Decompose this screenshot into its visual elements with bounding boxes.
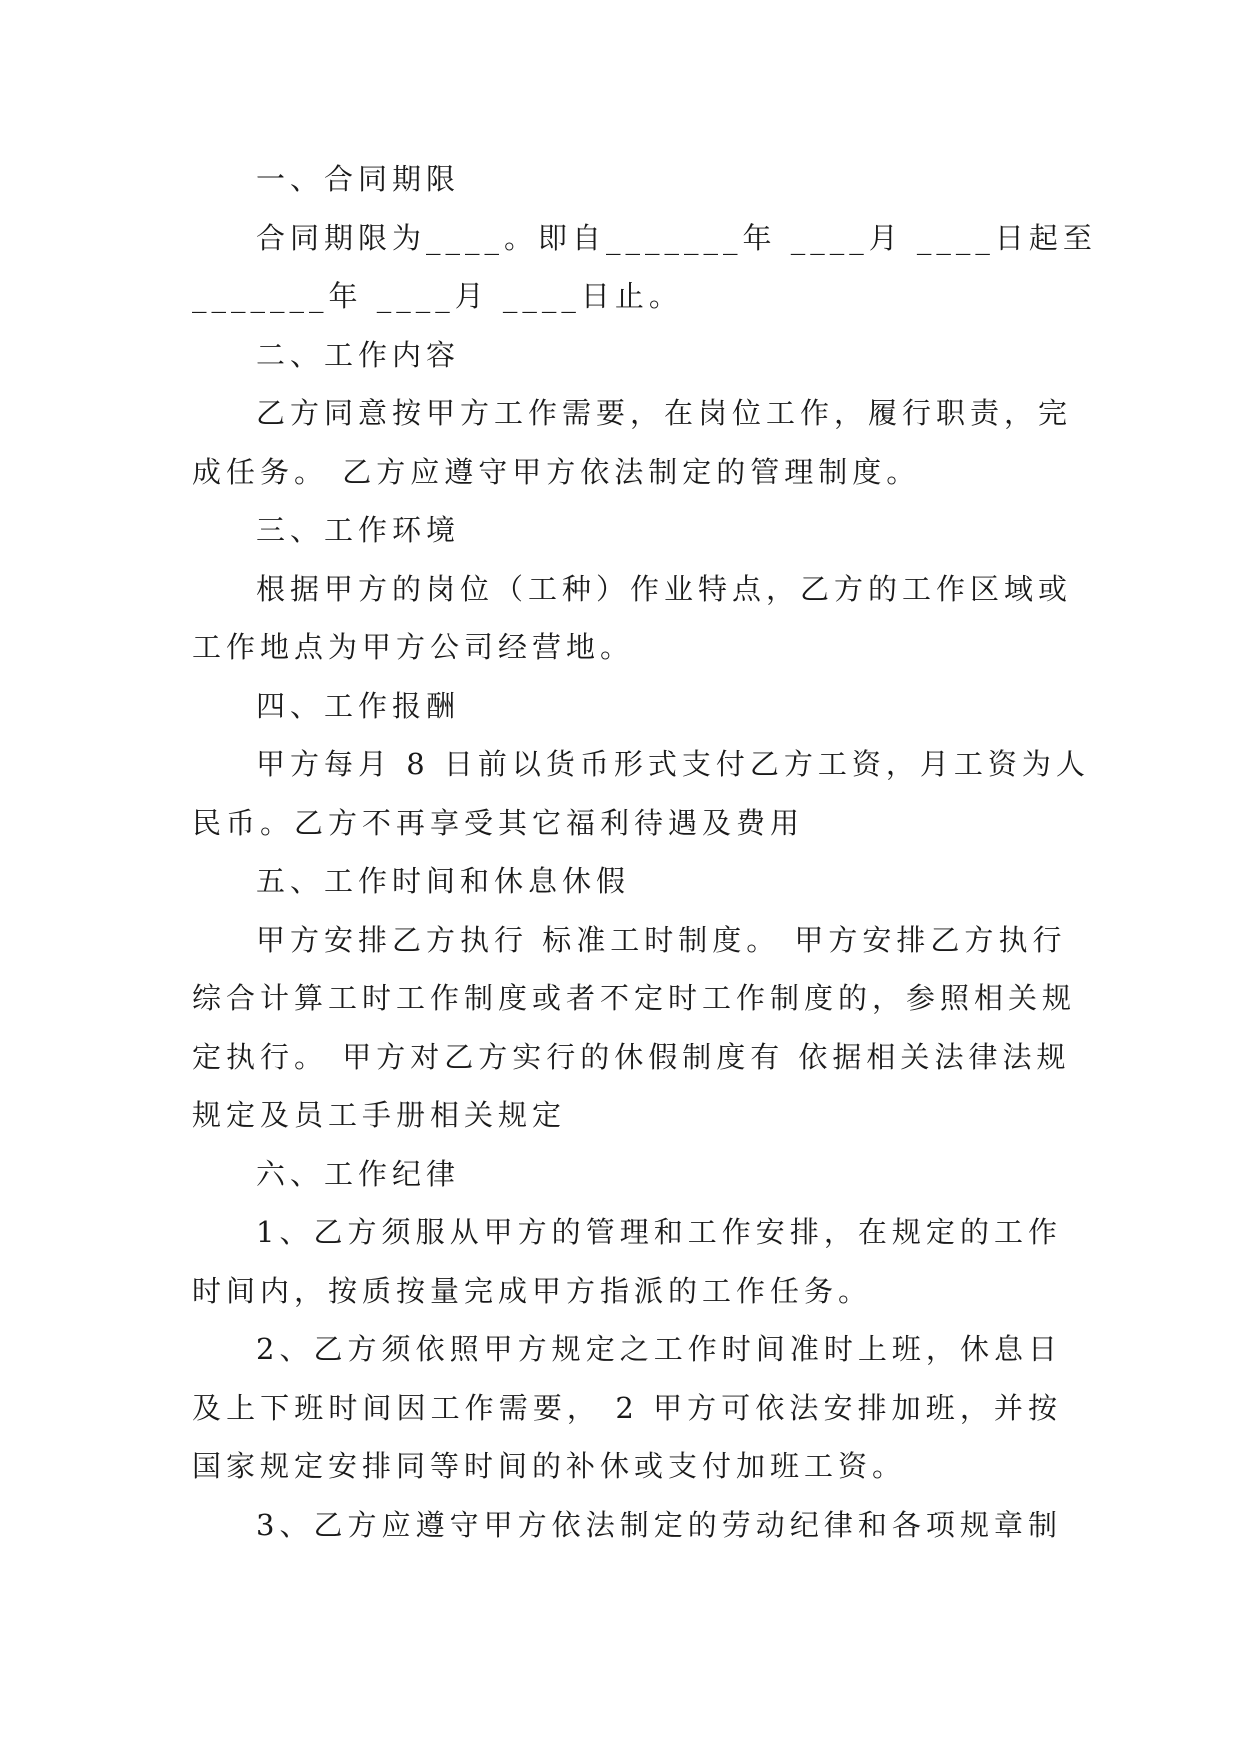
paragraph-line: 根据甲方的岗位（工种）作业特点，乙方的工作区域或	[256, 571, 1073, 606]
list-item-line: 2、乙方须依照甲方规定之工作时间准时上班，休息日	[256, 1332, 1062, 1366]
section-heading-work-content: 二、工作内容	[256, 337, 461, 372]
list-item-line: 时间内，按质按量完成甲方指派的工作任务。	[192, 1273, 873, 1308]
section-heading-work-environment: 三、工作环境	[256, 513, 461, 547]
list-item-line: 3、乙方应遵守甲方依法制定的劳动纪律和各项规章制	[256, 1507, 1062, 1542]
paragraph-line: 甲方安排乙方执行 标准工时制度。 甲方安排乙方执行	[256, 922, 1067, 957]
paragraph-line: 民币。乙方不再享受其它福利待遇及费用	[192, 805, 805, 840]
paragraph-line: 合同期限为____。即自_______年 ____月 ____日起至	[256, 220, 1097, 255]
paragraph-line: 定执行。 甲方对乙方实行的休假制度有 依据相关法律法规	[192, 1039, 1071, 1074]
document-body	[192, 150, 1097, 1554]
paragraph-line: 乙方同意按甲方工作需要，在岗位工作，履行职责，完	[256, 396, 1073, 430]
paragraph-line: 规定及员工手册相关规定	[192, 1098, 567, 1132]
section-heading-work-discipline: 六、工作纪律	[256, 1156, 461, 1191]
section-heading-contract-term: 一、合同期限	[256, 162, 461, 196]
list-item-line: 1、乙方须服从甲方的管理和工作安排，在规定的工作	[256, 1215, 1062, 1249]
paragraph-line: 甲方每月 8 日前以货币形式支付乙方工资，月工资为人	[256, 747, 1090, 781]
list-item-line: 国家规定安排同等时间的补休或支付加班工资。	[192, 1449, 907, 1483]
section-heading-working-hours: 五、工作时间和休息休假	[256, 864, 631, 898]
paragraph-line: 综合计算工时工作制度或者不定时工作制度的，参照相关规	[192, 981, 1077, 1015]
paragraph-line: 成任务。 乙方应遵守甲方依法制定的管理制度。	[192, 454, 921, 489]
section-heading-remuneration: 四、工作报酬	[256, 688, 461, 723]
list-item-line: 及上下班时间因工作需要， 2 甲方可依法安排加班，并按	[192, 1390, 1062, 1425]
paragraph-line: 工作地点为甲方公司经营地。	[192, 630, 635, 664]
paragraph-line: _______年 ____月 ____日止。	[192, 279, 683, 313]
